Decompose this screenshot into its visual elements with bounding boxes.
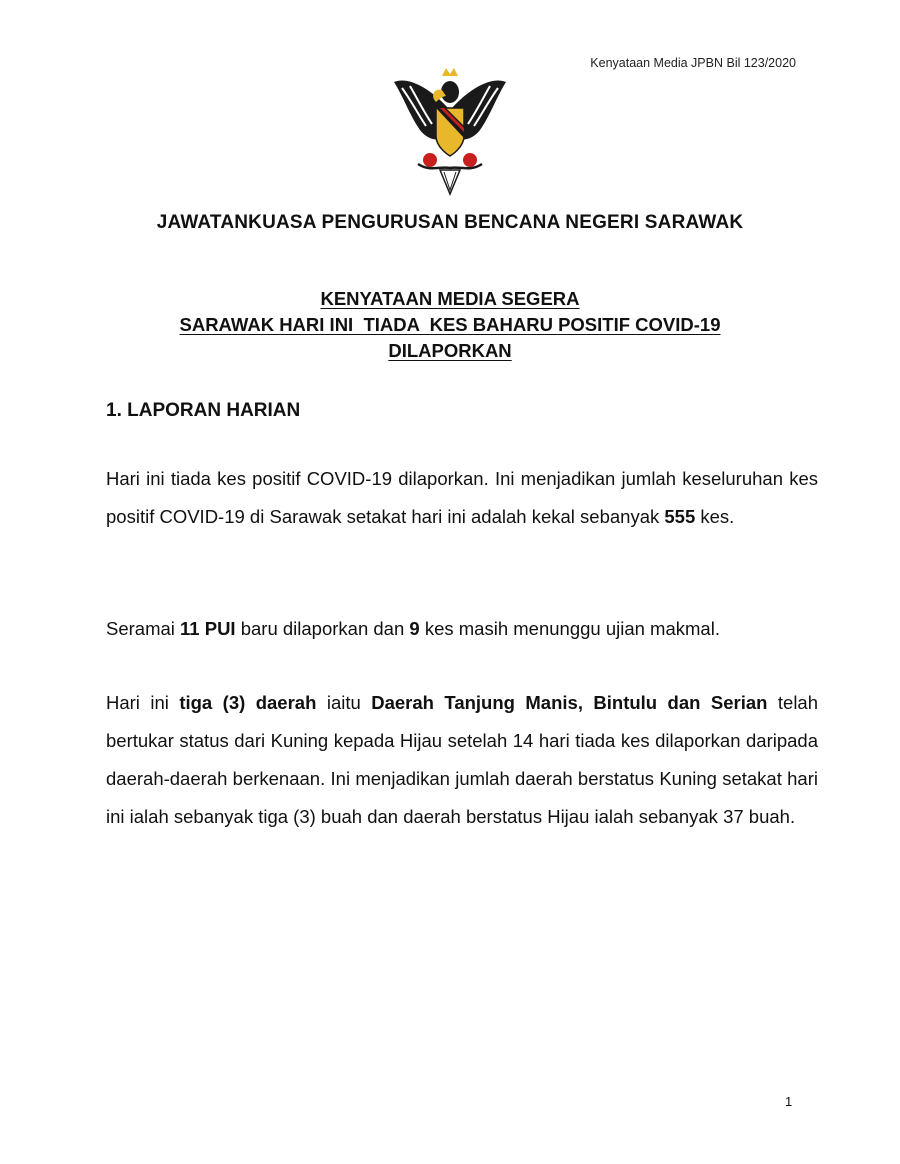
document-reference: Kenyataan Media JPBN Bil 123/2020 <box>590 56 796 70</box>
title-line-3: DILAPORKAN <box>388 340 512 361</box>
title-line-1: KENYATAAN MEDIA SEGERA <box>320 288 580 309</box>
p1-text-2: kes. <box>695 506 735 527</box>
paragraph-cases <box>106 460 818 536</box>
statement-title <box>0 286 900 364</box>
p1-text-1: Hari ini tiada kes positif COVID-19 dilaporkan. Ini menjadikan jumlah keseluruhan kes positif COVID-19 di Sarawak setakat hari ini adalah kekal sebanyak <box>106 468 818 527</box>
paragraph-districts <box>106 684 818 836</box>
title-line-2: SARAWAK HARI INI TIADA KES BAHARU POSITIF COVID-19 <box>179 314 721 335</box>
total-cases: 555 <box>664 506 696 527</box>
district-names: Daerah Tanjung Manis, Bintulu dan Serian <box>371 692 768 713</box>
section-heading: 1. LAPORAN HARIAN <box>106 400 301 421</box>
paragraph-pui <box>106 610 818 648</box>
p3-text-1: Hari ini <box>106 692 180 713</box>
pui-count: 11 PUI <box>180 618 236 639</box>
pending-count: 9 <box>409 618 420 639</box>
organisation-name: JAWATANKUASA PENGURUSAN BENCANA NEGERI SARAWAK <box>156 212 744 233</box>
p3-text-3: telah bertukar status dari Kuning kepada Hijau setelah 14 hari tiada kes dilaporkan daripada daerah-daerah berkenaan. Ini menjadikan jumlah daerah berstatus Kuning setakat hari ini ialah sebanyak tiga (3) buah dan daerah berstatus Hijau ialah sebanyak 37 buah. <box>106 692 819 827</box>
p3-text-2: iaitu <box>316 692 372 713</box>
district-count: tiga (3) daerah <box>179 692 317 713</box>
page-number: 1 <box>785 1094 793 1109</box>
p2-text-2: baru dilaporkan dan <box>235 618 410 639</box>
p2-text-1: Seramai <box>106 618 181 639</box>
sarawak-crest-icon <box>390 68 510 196</box>
p2-text-3: kes masih menunggu ujian makmal. <box>419 618 720 639</box>
